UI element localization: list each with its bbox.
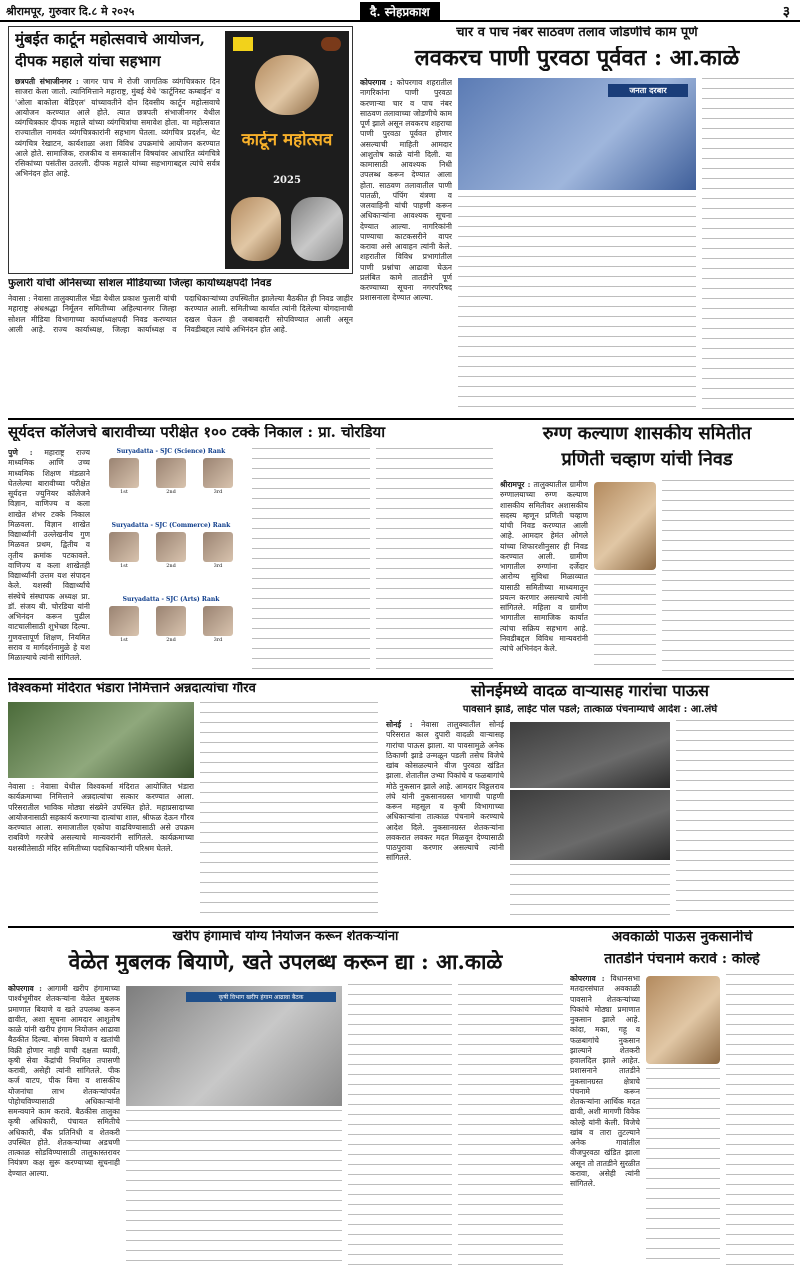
water-photo-caption: जनता दरबार <box>608 84 688 97</box>
rank-commerce-3 <box>198 532 238 569</box>
student-photo <box>203 606 233 636</box>
storm-photo-top <box>510 722 670 788</box>
kharif-headline: वेळेत मुबलक बियाणे, खते उपलब्ध करून द्या : आ.काळे <box>68 950 503 974</box>
rank-science-2 <box>151 458 191 495</box>
kolhe-portrait <box>646 976 720 1064</box>
cartoon-body <box>15 77 220 269</box>
student-photo <box>109 606 139 636</box>
storm-body-text: नेवासा तालुक्यातील सोनई परिसरात काल दुपारी वादळी वाऱ्यासह गारांचा पाऊस झाला. या पावसामुळे अनेक ठिकाणी झाडे उन्मळून पडली तसेच विजेचे खांब कोसळल्याने वीज पुरवठा खंडित झाला. शेतातील उभ्या पिकांचे व फळबागांचे मोठे नुकसान झाले आहे. आमदार विठ्ठलराव लंघे यांनी नुकसानग्रस्त भागाची पाहणी करून महसूल व कृषी विभागाच्या अधिकाऱ्यांना तात्काळ पंचनामे करण्याचे आदेश दिले. नुकसानग्रस्त शेतकऱ्यांना लवकरात लवकर मदत मिळवून देण्यासाठी पाठपुरावा करणार असल्याचे त्यांनी सांगितले. <box>386 720 504 863</box>
water-headline: लवकरच पाणी पुरवठा पूर्ववत : आ.काळे <box>414 46 740 71</box>
cartoon-headline-1: मुंबईत कार्टून महोत्सवाचे आयोजन, <box>15 31 205 48</box>
rank-label: 3rd <box>213 637 223 643</box>
rank-label: 3rd <box>213 489 223 495</box>
kharif-article <box>8 930 563 1270</box>
fulari-body: नेवासा : नेवासा तालुक्यातील भेंडा येथील प्रकाश फुलारी यांची महाराष्ट्र अंधश्रद्धा निर्मूलन समितीच्या अहिल्यानगर जिल्हा सोशल मीडिया विभागाच्या कार्याध्यक्षपदी निवड करण्यात आली आहे. राज्य कार्याध्यक्ष, जिल्हा कार्याध्यक्ष व पदाधिकाऱ्यांच्या उपस्थितीत झालेल्या बैठकीत ही निवड जाहीर करण्यात आली. समितीच्या कार्यात त्यांनी दिलेल्या योगदानाची दखल घेऊन ही जबाबदारी सोपविण्यात आली असून निवडीबद्दल त्यांचे अभिनंदन होत आहे. <box>8 294 353 334</box>
kharif-dateline: कोपरगाव : <box>8 984 42 993</box>
poster-year: 2025 <box>273 175 301 186</box>
pranita-portrait <box>594 482 656 570</box>
kharif-body-right-1 <box>348 984 452 1268</box>
rank-label: 2nd <box>166 489 176 495</box>
pranita-body <box>500 480 588 672</box>
pranita-article <box>500 424 794 674</box>
kharif-meeting-photo <box>126 986 342 1106</box>
pranita-body-text: तालुक्यातील ग्रामीण रुग्णालयाच्या रुग्ण कल्याण शासकीय समितीवर अशासकीय सदस्य म्हणून प्रणिती चव्हाण यांची निवड करण्यात आली आहे. आमदार हेमंत ओगले यांच्या शिफारशीनुसार ही निवड करण्यात आली. ग्रामीण भागातील रुग्णांना दर्जेदार आरोग्य सुविधा मिळाव्यात यासाठी समितीच्या माध्यमातून प्रयत्न करणार असल्याचे त्यांनी सांगितले. महिला व ग्रामीण भागातील सामाजिक कार्यात त्यांचा सक्रिय सहभाग आहे. निवडीबद्दल विविध मान्यवरांनी त्यांचे अभिनंदन केले. <box>500 480 588 653</box>
suryadatta-article <box>8 424 493 674</box>
rank-commerce-1 <box>104 532 144 569</box>
rank-panel <box>96 448 246 672</box>
page-number: ३ <box>782 4 790 20</box>
pranita-headline-1: रुग्ण कल्याण शासकीय समितीत <box>542 424 752 444</box>
divider-1 <box>8 418 794 420</box>
kolhe-body <box>570 974 640 1268</box>
kharif-body <box>8 984 120 1268</box>
date-line: श्रीरामपूर, गुरुवार दि.८ मे २०२५ <box>6 5 135 18</box>
water-body-text: कोपरगाव शहरातील नागरिकांना पाणी पुरवठा करणाऱ्या चार व पाच नंबर साठवण तलावाच्या जोडणीचे काम पूर्ण झाले असून लवकरच शहराचा पाणी पुरवठा पूर्ववत होणार असल्याची माहिती आमदार आशुतोष काळे यांनी दिली. या कामासाठी आवश्यक निधी उपलब्ध करून देण्यात आला होता. साठवण तलावातील पाणी पातळी, पंपिंग यंत्रणा व जलवाहिनी यांची पाहणी करून अधिकाऱ्यांना आवश्यक सूचना देण्यात आल्या. नागरिकांनी पाण्याचा काटकसरीने वापर करावा असे आवाहन त्यांनी केले. शहरातील विविध प्रभागांतील पाणी प्रश्नांचा आढावा घेऊन प्रलंबित कामे तातडीने पूर्ण करण्याच्या सूचना नगरपरिषद प्रशासनाला देण्यात आल्या. <box>360 78 452 303</box>
rank-label: 3rd <box>213 563 223 569</box>
storm-body-mid <box>510 864 670 920</box>
student-photo <box>156 606 186 636</box>
rank-arts-1 <box>104 606 144 643</box>
divider-2 <box>8 678 794 680</box>
rank-label: 1st <box>120 637 128 643</box>
cartoon-festival-poster <box>225 31 349 269</box>
kolhe-headline-2: तातडीने पंचनामे करावे : कोल्हे <box>604 952 760 967</box>
student-photo <box>203 458 233 488</box>
student-photo <box>109 458 139 488</box>
pranita-body-mid <box>594 574 656 672</box>
suryadatta-headline: सूर्यदत्त कॉलेजचे बारावीच्या परीक्षेत १०० टक्के निकाल : प्रा. चोरडिया <box>8 424 386 441</box>
rank-science-1 <box>104 458 144 495</box>
fulari-headline: फुलारी यांची अंनिसच्या सोशल मीडियाच्या जिल्हा कार्याध्यक्षपदी निवड <box>8 278 272 289</box>
kolhe-article <box>570 930 794 1270</box>
cartoon-dateline: छत्रपती संभाजीनगर : <box>15 77 79 86</box>
student-photo <box>156 532 186 562</box>
poster-caricature-top <box>255 55 319 115</box>
storm-body <box>386 720 504 920</box>
divider-3 <box>8 926 794 928</box>
rank-arts-2 <box>151 606 191 643</box>
poster-caricature-bottom-right <box>291 197 343 261</box>
storm-headline: सोनईमध्ये वादळ वाऱ्यासह गारांचा पाऊस <box>470 682 709 700</box>
vishwakarma-body: नेवासा : नेवासा येथील विश्वकर्मा मंदिरात आयोजित भंडारा कार्यक्रमाच्या निमित्ताने अन्नदात्यांचा सत्कार करण्यात आला. परिसरातील भाविक मोठ्या संख्येने उपस्थित होते. महाप्रसादाच्या आयोजनासाठी सहकार्य करणाऱ्या दात्यांचा शाल, श्रीफळ देऊन गौरव करण्यात आला. समाजातील एकोपा वाढविण्यासाठी असे उपक्रम राबविणे गरजेचे असल्याचे मान्यवरांनी सांगितले. कार्यक्रमाच्या यशस्वीतेसाठी मंदिर समितीच्या पदाधिकाऱ्यांनी परिश्रम घेतले. <box>8 782 194 853</box>
rank-arts-title: Suryadatta - SJC (Arts) Rank <box>122 596 220 603</box>
suryadatta-body-cont-2 <box>376 448 493 672</box>
storm-photo-bottom <box>510 790 670 860</box>
kolhe-headline-1: अवकाळी पाऊस नुकसानीचे <box>611 930 753 945</box>
rank-science-3 <box>198 458 238 495</box>
kharif-kicker: खरीप हंगामाचे योग्य नियोजन करून शेतकऱ्यांना <box>172 930 399 944</box>
water-body-left <box>360 78 452 412</box>
kolhe-body-right <box>726 974 794 1268</box>
cartoon-body-text: जागर पाच मे रोजी जागतिक व्यंगचित्रकार दिन साजरा केला जातो. त्यानिमित्ताने महाराष्ट्र, मुंबई येथे 'कार्टूनिस्ट कम्बाईन' व 'ओला बाकोला बेडिएल' यांच्यावतीने दोन दिवसीय कार्टून महोत्सवाचे आयोजन करण्यात आले होते. त्यात छत्रपती संभाजीनगर येथील व्यंगचित्रकार दीपक महाले यांच्या व्यंगचित्रांचा समावेश होता. या महोत्सवात राज्यातील नामवंत व्यंगचित्रकारांनी सहभाग घेतला. व्यंगचित्र प्रदर्शन, थेट व्यंगचित्र रेखाटन, कार्यशाळा अशा विविध उपक्रमांचे आयोजन करण्यात आले होते. सामाजिक, राजकीय व समकालीन विषयांवर आधारित व्यंगचित्रे रसिकांच्या पसंतीस उतरली. दीपक महाले यांच्या सहभागाबद्दल त्यांचे सर्वत्र अभिनंदन होत आहे. <box>15 77 220 179</box>
suryadatta-body <box>8 448 90 672</box>
poster-caricature-bottom-left <box>231 197 281 261</box>
student-photo <box>156 458 186 488</box>
cartoon-headline-2: दीपक महाले यांचा सहभाग <box>15 53 161 70</box>
storm-article <box>386 682 794 922</box>
fulari-article <box>8 278 353 414</box>
water-article <box>360 26 794 414</box>
pranita-body-right <box>662 480 794 672</box>
storm-subhead: पावसाने झाडे, लाईट पोल पडले; तात्काळ पंचनाम्याचे आदेश : आ.लंघे <box>462 704 718 715</box>
rank-label: 1st <box>120 489 128 495</box>
water-kicker: चार व पाच नंबर साठवण तलाव जोडणीचे काम पूर्ण <box>456 26 698 40</box>
poster-badge-right <box>321 37 341 51</box>
cartoon-article <box>8 26 353 274</box>
kolhe-dateline: कोपरगाव : <box>570 974 605 983</box>
vishwakarma-body-right <box>200 702 378 920</box>
rank-label: 1st <box>120 563 128 569</box>
poster-badge-left <box>233 37 253 51</box>
rank-label: 2nd <box>166 563 176 569</box>
kolhe-body-text: विधानसभा मतदारसंघात अवकाळी पावसाने शेतकऱ्यांच्या पिकांचे मोठ्या प्रमाणात नुकसान झाले आहे. कांदा, मका, गहू व फळबागांचे नुकसान झाल्याने शेतकरी हवालदिल झाले आहेत. प्रशासनाने तातडीने नुकसानग्रस्त क्षेत्राचे पंचनामे करून शेतकऱ्यांना आर्थिक मदत द्यावी, अशी मागणी विवेक कोल्हे यांनी केली. विजेचे खांब व तारा तुटल्याने अनेक गावांतील वीजपुरवठा खंडित झाला असून तो तातडीने सुरळीत करावा, असेही त्यांनी सांगितले. <box>570 974 640 1188</box>
vishwakarma-photo <box>8 702 194 778</box>
rank-science-title: Suryadatta - SJC (Science) Rank <box>116 448 226 455</box>
masthead <box>0 0 800 22</box>
student-photo <box>203 532 233 562</box>
rank-commerce-title: Suryadatta - SJC (Commerce) Rank <box>111 522 231 529</box>
rank-label: 2nd <box>166 637 176 643</box>
suryadatta-body-cont-1 <box>252 448 370 672</box>
storm-dateline: सोनई : <box>386 720 413 729</box>
rank-arts-3 <box>198 606 238 643</box>
vishwakarma-article <box>8 682 378 922</box>
rank-commerce-2 <box>151 532 191 569</box>
pranita-dateline: श्रीरामपूर : <box>500 480 531 489</box>
suryadatta-body-text: महाराष्ट्र राज्य माध्यमिक आणि उच्च माध्यमिक शिक्षण मंडळाने घेतलेल्या बारावीच्या परीक्षेत सूर्यदत्त ज्युनियर कॉलेजने विज्ञान, वाणिज्य व कला शाखेत शंभर टक्के निकाल मिळवला. विज्ञान शाखेत विद्यार्थ्यांनी उल्लेखनीय गुण मिळवत प्रथम, द्वितीय व तृतीय क्रमांक पटकावले. वाणिज्य व कला शाखेतही विद्यार्थ्यांनी उत्तम यश संपादन केले. यशस्वी विद्यार्थ्यांचे संस्थेचे संस्थापक अध्यक्ष प्रा. डॉ. संजय बी. चोरडिया यांनी अभिनंदन करून पुढील वाटचालीसाठी शुभेच्छा दिल्या. गुणवत्तापूर्ण शिक्षण, नियमित सराव व मार्गदर्शनामुळे हे यश मिळाल्याचे त्यांनी सांगितले. <box>8 448 90 662</box>
kharif-body-text: आगामी खरीप हंगामाच्या पार्श्वभूमीवर शेतकऱ्यांना वेळेत मुबलक प्रमाणात बियाणे व खते उपलब्ध करून द्यावीत, अशा सूचना आमदार आशुतोष काळे यांनी खरीप हंगाम नियोजन आढावा बैठकीत दिल्या. बोगस बियाणे व खतांची विक्री होणार नाही याची दक्षता घ्यावी, कृषी सेवा केंद्रांची नियमित तपासणी करावी, असेही त्यांनी सांगितले. पीक कर्ज वाटप, पीक विमा व शासकीय योजनांचा लाभ शेतकऱ्यांपर्यंत पोहोचविण्यासाठी अधिकाऱ्यांनी समन्वयाने काम करावे. बैठकीस तालुका कृषी अधिकारी, पंचायत समितीचे अधिकारी, बँक प्रतिनिधी व शेतकरी उपस्थित होते. शेतकऱ्यांच्या अडचणी तात्काळ सोडविण्यासाठी तालुकास्तरावर नियंत्रण कक्ष सुरू करण्याच्या सूचनाही देण्यात आल्या. <box>8 984 120 1178</box>
pranita-headline-2: प्रणिती चव्हाण यांची निवड <box>561 450 733 470</box>
student-photo <box>109 532 139 562</box>
storm-body-right <box>676 720 794 920</box>
kharif-body-mid <box>126 1110 342 1268</box>
kharif-photo-banner: कृषी विभाग खरीप हंगाम आढावा बैठक <box>186 992 336 1002</box>
water-body-mid <box>458 196 696 412</box>
water-dateline: कोपरगाव : <box>360 78 393 87</box>
kolhe-body-mid <box>646 1068 720 1268</box>
vishwakarma-headline: विश्वकर्मा मंदिरात भंडारा निमित्ताने अन्नदात्यांचा गौरव <box>8 682 256 696</box>
kharif-body-right-2 <box>458 984 563 1268</box>
brand-name: दै. स्नेहप्रकाश <box>360 2 440 21</box>
suryadatta-dateline: पुणे : <box>8 448 33 457</box>
water-body-right <box>702 78 794 412</box>
water-meeting-photo <box>458 78 696 190</box>
poster-title: कार्टून महोत्सव <box>241 131 333 150</box>
